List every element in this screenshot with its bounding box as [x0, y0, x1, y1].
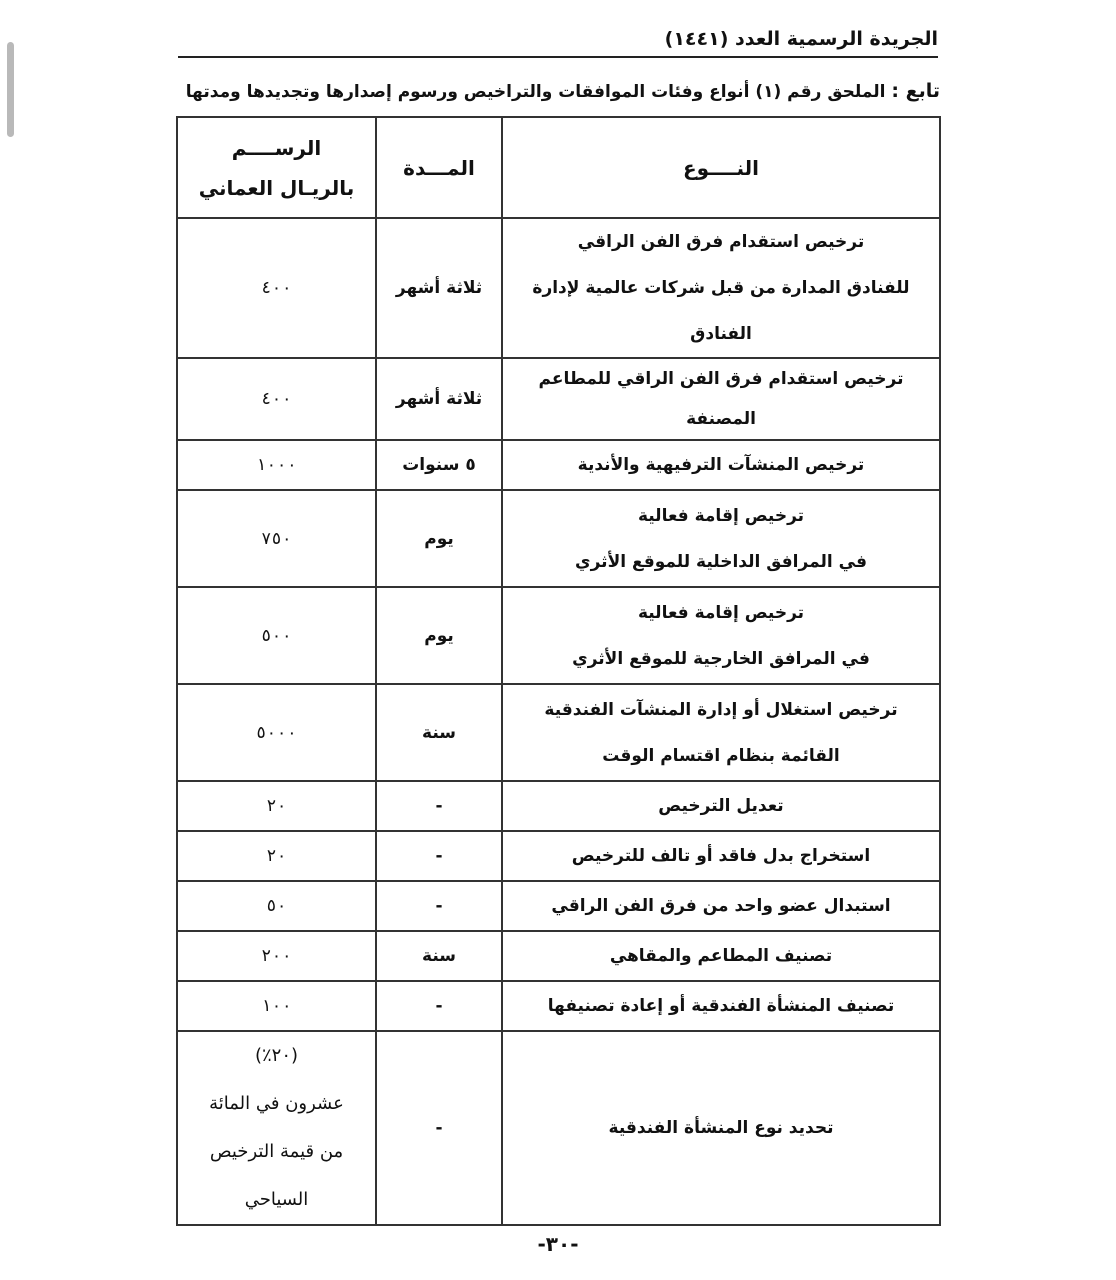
- table-row: [177, 358, 940, 440]
- cell-type-line: تحديد نوع المنشأة الفندقية: [608, 1118, 834, 1138]
- cell-type: [502, 358, 940, 440]
- table-row: [177, 831, 940, 881]
- cell-type-line: القائمة بنظام اقتسام الوقت: [602, 745, 840, 766]
- cell-duration: -: [376, 981, 502, 1031]
- table-header-row: [177, 117, 940, 218]
- cell-type: [502, 981, 940, 1031]
- cell-type-line: تصنيف المنشأة الفندقية أو إعادة تصنيفها: [547, 996, 895, 1016]
- cell-type-line: ترخيص المنشآت الترفيهية والأندية: [577, 455, 865, 475]
- table-row: [177, 881, 940, 931]
- table-row: [177, 684, 940, 781]
- cell-fee: [177, 881, 376, 931]
- scrollbar[interactable]: [7, 42, 14, 137]
- cell-type-line: استبدال عضو واحد من فرق الفن الراقي: [551, 896, 891, 916]
- cell-type-line: تصنيف المطاعم والمقاهي: [609, 946, 833, 966]
- cell-type-line: في المرافق الداخلية للموقع الأثري: [575, 551, 867, 572]
- cell-fee: [177, 587, 376, 684]
- cell-fee: [177, 440, 376, 490]
- cell-type: [502, 490, 940, 587]
- cell-fee: [177, 981, 376, 1031]
- header-duration: المـــدة: [376, 117, 502, 218]
- cell-fee-line: ٥٠٠٠: [256, 722, 297, 743]
- cell-fee-line: ٧٥٠: [261, 528, 292, 549]
- cell-fee-line: ١٠٠: [261, 996, 292, 1016]
- cell-type: [502, 931, 940, 981]
- cell-duration: ثلاثة أشهر: [376, 218, 502, 358]
- cell-type-line: ترخيص استغلال أو إدارة المنشآت الفندقية: [544, 699, 898, 720]
- cell-type-line: للفنادق المدارة من قبل شركات عالمية لإدارة الفنادق: [532, 278, 910, 344]
- cell-type: [502, 881, 940, 931]
- page-number: -٣٠-: [537, 1232, 579, 1256]
- table-row: [177, 440, 940, 490]
- cell-duration: -: [376, 781, 502, 831]
- cell-type-line: ترخيص إقامة فعالية: [637, 602, 805, 623]
- table-row: [177, 931, 940, 981]
- cell-fee-line: ١٠٠٠: [256, 455, 297, 475]
- cell-fee: [177, 218, 376, 358]
- annex-title-prefix: تابع :: [891, 80, 940, 102]
- cell-fee: [177, 1031, 376, 1225]
- table-row: [177, 218, 940, 358]
- cell-type-line: استخراج بدل فاقد أو تالف للترخيص: [571, 846, 871, 866]
- header-fee: [177, 117, 376, 218]
- fees-table: [176, 116, 941, 1226]
- cell-fee-line: السياحي: [244, 1189, 309, 1210]
- cell-duration: سنة: [376, 931, 502, 981]
- cell-duration: -: [376, 831, 502, 881]
- gazette-header: الجريدة الرسمية العدد (١٤٤١): [664, 28, 938, 50]
- cell-fee-line: ٢٠٠: [261, 946, 292, 966]
- cell-type-line: ترخيص استقدام فرق الفن الراقي: [577, 232, 865, 252]
- cell-duration: ثلاثة أشهر: [376, 358, 502, 440]
- header-type: النــــوع: [502, 117, 940, 218]
- cell-fee-line: عشرون في المائة: [209, 1093, 344, 1114]
- cell-type-line: في المرافق الخارجية للموقع الأثري: [572, 648, 870, 669]
- cell-duration: ٥ سنوات: [376, 440, 502, 490]
- header-fee-line1: الرســــم: [231, 135, 322, 160]
- cell-type-line: تعديل الترخيص: [658, 796, 784, 816]
- header-divider: [178, 56, 938, 58]
- cell-type: [502, 684, 940, 781]
- table-row: [177, 1031, 940, 1225]
- table-row: [177, 587, 940, 684]
- cell-fee: [177, 684, 376, 781]
- cell-duration: يوم: [376, 587, 502, 684]
- cell-fee: [177, 931, 376, 981]
- cell-fee-line: ٤٠٠: [261, 278, 292, 298]
- cell-fee-line: ٥٠٠: [261, 625, 292, 646]
- cell-duration: سنة: [376, 684, 502, 781]
- fees-table-body: [177, 218, 940, 1225]
- cell-fee-line: ٤٠٠: [261, 389, 292, 409]
- cell-type: [502, 587, 940, 684]
- cell-fee-line: ٢٠: [266, 796, 287, 816]
- table-row: [177, 781, 940, 831]
- cell-fee-line: من قيمة الترخيص: [209, 1141, 344, 1162]
- cell-duration: -: [376, 1031, 502, 1225]
- cell-duration: -: [376, 881, 502, 931]
- cell-fee: [177, 781, 376, 831]
- cell-type: [502, 1031, 940, 1225]
- cell-type: [502, 218, 940, 358]
- header-fee-line2: بالريـال العماني: [198, 175, 355, 200]
- annex-title-text: الملحق رقم (١) أنواع وفئات الموافقات والتراخيص ورسوم إصدارها وتجديدها ومدتها: [185, 82, 886, 102]
- cell-type-line: ترخيص إقامة فعالية: [637, 505, 805, 526]
- table-row: [177, 981, 940, 1031]
- annex-title: [175, 76, 940, 106]
- cell-fee: [177, 831, 376, 881]
- cell-type: [502, 831, 940, 881]
- cell-type: [502, 781, 940, 831]
- cell-fee-line: ٥٠: [266, 896, 287, 916]
- cell-type: [502, 440, 940, 490]
- cell-fee: [177, 358, 376, 440]
- cell-duration: يوم: [376, 490, 502, 587]
- cell-type-line: ترخيص استقدام فرق الفن الراقي للمطاعم المصنفة: [538, 369, 904, 429]
- table-row: [177, 490, 940, 587]
- cell-fee-line: (٢٠٪): [254, 1045, 299, 1066]
- cell-fee-line: ٢٠: [266, 846, 287, 866]
- cell-fee: [177, 490, 376, 587]
